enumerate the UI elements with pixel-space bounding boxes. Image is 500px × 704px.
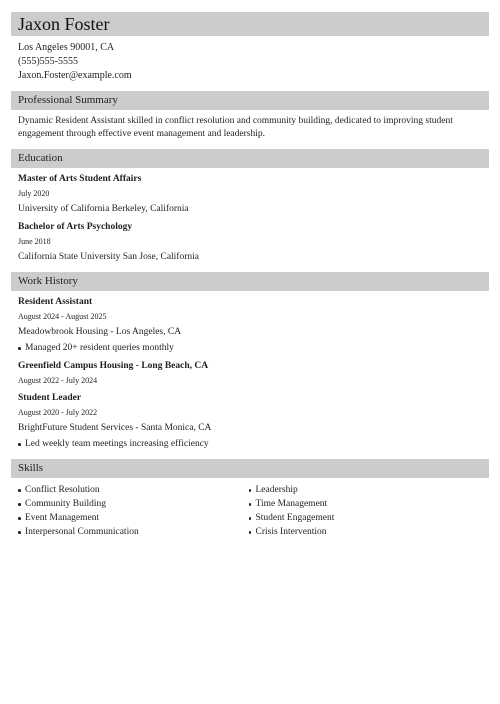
section-header-skills — [11, 459, 489, 478]
skill-item: Time Management — [249, 497, 480, 511]
skills-section — [11, 483, 489, 539]
contact-location: Los Angeles 90001, CA — [18, 42, 115, 53]
skill-item: Conflict Resolution — [18, 483, 249, 497]
section-title-summary: Professional Summary — [18, 94, 118, 106]
work-bullets — [18, 437, 479, 451]
skills-list-right — [249, 483, 480, 539]
skills-grid — [18, 483, 479, 539]
work-entry — [18, 392, 479, 451]
skill-item: Community Building — [18, 497, 249, 511]
skills-column-right — [249, 483, 480, 539]
work-bullet: Led weekly team meetings increasing efficiency — [18, 437, 479, 451]
education-school: California State University San Jose, California — [18, 252, 199, 262]
education-entry — [18, 221, 479, 264]
skill-item: Student Engagement — [249, 511, 480, 525]
education-date: June 2018 — [18, 237, 51, 246]
skill-item: Leadership — [249, 483, 480, 497]
work-bullet: Managed 20+ resident queries monthly — [18, 341, 479, 355]
name-header — [11, 12, 489, 36]
work-role: Student Leader — [18, 393, 82, 403]
work-company: Meadowbrook Housing - Los Angeles, CA — [18, 327, 182, 337]
contact-phone: (555)555-5555 — [18, 56, 78, 67]
work-entry — [18, 360, 479, 387]
work-role: Greenfield Campus Housing - Long Beach, CA — [18, 361, 209, 371]
education-degree: Master of Arts Student Affairs — [18, 174, 142, 184]
skills-column-left — [18, 483, 249, 539]
work-date: August 2022 - July 2024 — [18, 376, 98, 385]
contact-block — [11, 41, 489, 83]
work-date: August 2024 - August 2025 — [18, 312, 107, 321]
summary-section — [11, 115, 489, 141]
work-bullets — [18, 341, 479, 355]
skill-item: Crisis Intervention — [249, 525, 480, 539]
education-date: July 2020 — [18, 189, 50, 198]
skill-item: Interpersonal Communication — [18, 525, 249, 539]
work-entry — [18, 296, 479, 355]
section-title-education: Education — [18, 152, 63, 164]
work-company: BrightFuture Student Services - Santa Monica, CA — [18, 423, 212, 433]
skill-item: Event Management — [18, 511, 249, 525]
section-title-work: Work History — [18, 275, 78, 287]
candidate-name: Jaxon Foster — [18, 14, 110, 34]
work-date: August 2020 - July 2022 — [18, 408, 98, 417]
section-header-work — [11, 272, 489, 291]
education-section — [11, 173, 489, 264]
education-degree: Bachelor of Arts Psychology — [18, 222, 133, 232]
section-header-summary — [11, 91, 489, 110]
skills-list-left — [18, 483, 249, 539]
education-school: University of California Berkeley, California — [18, 204, 189, 214]
education-entry — [18, 173, 479, 216]
summary-text: Dynamic Resident Assistant skilled in conflict resolution and community building, dedicated to improving student engagement through effective event management and leadership. — [18, 116, 453, 139]
work-section — [11, 296, 489, 451]
contact-email: Jaxon.Foster@example.com — [18, 70, 132, 81]
section-header-education — [11, 149, 489, 168]
section-title-skills: Skills — [18, 462, 44, 474]
work-role: Resident Assistant — [18, 297, 93, 307]
